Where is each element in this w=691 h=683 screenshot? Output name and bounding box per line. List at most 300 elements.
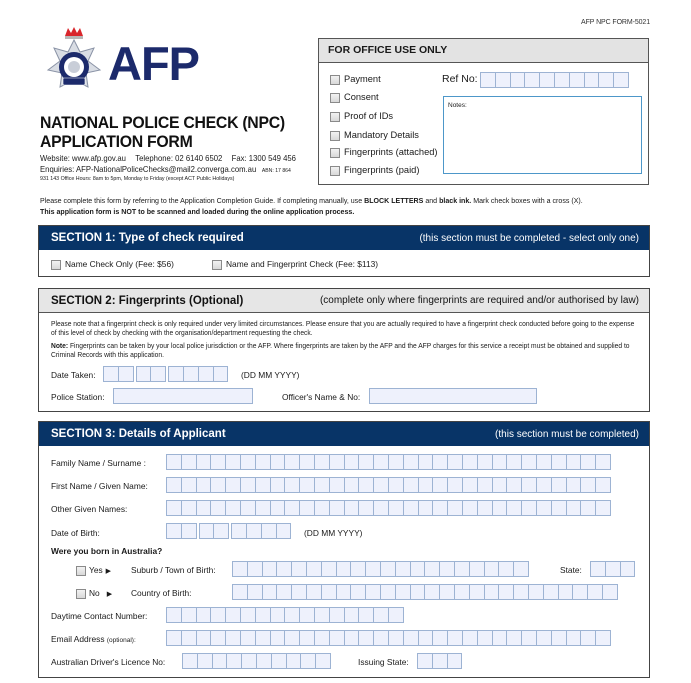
char-box[interactable] (350, 584, 366, 600)
char-box[interactable] (225, 607, 241, 623)
born-in-australia-question: Were you born in Australia? (51, 546, 163, 556)
born-yes-option[interactable]: Yes ▶ (76, 565, 111, 576)
char-box[interactable] (373, 454, 389, 470)
char-box[interactable] (506, 500, 522, 516)
char-box[interactable] (270, 454, 286, 470)
char-box[interactable] (299, 477, 315, 493)
char-box[interactable] (276, 584, 292, 600)
char-box[interactable] (210, 454, 226, 470)
char-box[interactable] (276, 561, 292, 577)
date-digit-box[interactable] (213, 523, 229, 539)
char-box[interactable] (299, 454, 315, 470)
website: Website: www.afp.gov.au (40, 153, 126, 163)
char-box[interactable] (388, 454, 404, 470)
char-box[interactable] (291, 584, 307, 600)
char-box[interactable] (226, 653, 242, 669)
section-3-note: (this section must be completed) (495, 428, 639, 440)
other-names-input[interactable] (166, 500, 611, 516)
date-digit-box[interactable] (168, 366, 184, 382)
char-box[interactable] (225, 630, 241, 646)
char-box[interactable] (558, 584, 574, 600)
first-name-label: First Name / Given Name: (51, 481, 148, 491)
char-box[interactable] (580, 454, 596, 470)
char-box[interactable] (321, 584, 337, 600)
char-box[interactable] (181, 607, 197, 623)
char-box[interactable] (329, 607, 345, 623)
char-box[interactable] (247, 561, 263, 577)
char-box[interactable] (424, 561, 440, 577)
char-box[interactable] (210, 477, 226, 493)
char-box[interactable] (329, 630, 345, 646)
char-box[interactable] (551, 477, 567, 493)
born-no-option[interactable]: No ▶ (76, 588, 112, 599)
checkbox-icon[interactable] (76, 589, 86, 599)
char-box[interactable] (462, 500, 478, 516)
char-box[interactable] (299, 500, 315, 516)
char-box[interactable] (477, 454, 493, 470)
char-box[interactable] (166, 500, 182, 516)
char-box[interactable] (166, 630, 182, 646)
char-box[interactable] (506, 477, 522, 493)
char-box[interactable] (551, 454, 567, 470)
char-box[interactable] (480, 72, 496, 88)
char-box[interactable] (506, 454, 522, 470)
contact-line-1 (40, 153, 305, 163)
char-box[interactable] (462, 454, 478, 470)
char-box[interactable] (240, 630, 256, 646)
char-box[interactable] (498, 584, 514, 600)
char-box[interactable] (181, 477, 197, 493)
family-name-input[interactable] (166, 454, 611, 470)
char-box[interactable] (314, 607, 330, 623)
char-box[interactable] (358, 500, 374, 516)
char-box[interactable] (543, 584, 559, 600)
char-box[interactable] (595, 500, 611, 516)
char-box[interactable] (584, 72, 600, 88)
char-box[interactable] (256, 653, 272, 669)
date-digit-box[interactable] (198, 366, 214, 382)
email-label: Email Address (optional): (51, 634, 136, 644)
char-box[interactable] (492, 500, 508, 516)
char-box[interactable] (336, 561, 352, 577)
char-box[interactable] (536, 630, 552, 646)
char-box[interactable] (314, 454, 330, 470)
char-box[interactable] (225, 454, 241, 470)
contact-line-2 (40, 164, 291, 174)
char-box[interactable] (232, 561, 248, 577)
office-use-title: FOR OFFICE USE ONLY (319, 39, 648, 63)
date-digit-box[interactable] (118, 366, 134, 382)
char-box[interactable] (358, 477, 374, 493)
char-box[interactable] (197, 653, 213, 669)
char-box[interactable] (395, 561, 411, 577)
checkbox-icon[interactable] (76, 566, 86, 576)
date-digit-box[interactable] (166, 523, 182, 539)
arrow-right-icon: ▶ (106, 591, 113, 598)
dob-input[interactable] (166, 523, 291, 539)
char-box[interactable] (484, 584, 500, 600)
char-box[interactable] (329, 454, 345, 470)
char-box[interactable] (454, 561, 470, 577)
office-check-fingerprints-attached[interactable]: Fingerprints (attached) (330, 147, 438, 158)
char-box[interactable] (418, 477, 434, 493)
char-box[interactable] (306, 584, 322, 600)
family-name-label: Family Name / Surname : (51, 458, 146, 468)
char-box[interactable] (551, 500, 567, 516)
office-check-mandatory-details[interactable]: Mandatory Details (330, 130, 419, 141)
contact-number-input[interactable] (166, 607, 404, 623)
char-box[interactable] (284, 630, 300, 646)
char-box[interactable] (240, 607, 256, 623)
char-box[interactable] (605, 561, 621, 577)
date-digit-box[interactable] (261, 523, 277, 539)
date-digit-box[interactable] (231, 523, 247, 539)
section-1-title: SECTION 1: Type of check required (51, 232, 244, 244)
date-digit-box[interactable] (103, 366, 119, 382)
char-box[interactable] (439, 584, 455, 600)
char-box[interactable] (566, 454, 582, 470)
char-box[interactable] (270, 477, 286, 493)
char-box[interactable] (255, 630, 271, 646)
char-box[interactable] (513, 561, 529, 577)
instructions-line-1: Please complete this form by referring to the Application Completion Guide. If completing manually, use BLOCK LETTERS and black ink. Mark check boxes with a cross (X). (40, 196, 583, 205)
char-box[interactable] (329, 500, 345, 516)
char-box[interactable] (388, 500, 404, 516)
office-check-consent[interactable]: Consent (330, 92, 379, 103)
char-box[interactable] (314, 630, 330, 646)
option-name-check[interactable]: Name Check Only (Fee: $56) (51, 259, 174, 270)
char-box[interactable] (262, 584, 278, 600)
char-box[interactable] (299, 607, 315, 623)
char-box[interactable] (432, 630, 448, 646)
section-2-note: (complete only where fingerprints are required and/or authorised by law) (319, 295, 639, 306)
char-box[interactable] (300, 653, 316, 669)
char-box[interactable] (344, 500, 360, 516)
char-box[interactable] (528, 584, 544, 600)
char-box[interactable] (454, 584, 470, 600)
char-box[interactable] (484, 561, 500, 577)
char-box[interactable] (418, 454, 434, 470)
issuing-state-input[interactable] (417, 653, 462, 669)
char-box[interactable] (212, 653, 228, 669)
char-box[interactable] (247, 584, 263, 600)
char-box[interactable] (196, 500, 212, 516)
date-digit-box[interactable] (136, 366, 152, 382)
checkbox-icon[interactable] (330, 75, 340, 85)
checkbox-icon[interactable] (330, 93, 340, 103)
char-box[interactable] (380, 561, 396, 577)
dob-label: Date of Birth: (51, 528, 100, 538)
section-2 (38, 288, 650, 412)
first-name-input[interactable] (166, 477, 611, 493)
char-box[interactable] (569, 72, 585, 88)
checkbox-icon[interactable] (330, 112, 340, 122)
char-box[interactable] (432, 477, 448, 493)
char-box[interactable] (240, 477, 256, 493)
char-box[interactable] (590, 561, 606, 577)
char-box[interactable] (166, 607, 182, 623)
form-title: NATIONAL POLICE CHECK (NPC) (40, 113, 285, 132)
char-box[interactable] (196, 454, 212, 470)
char-box[interactable] (306, 561, 322, 577)
char-box[interactable] (447, 477, 463, 493)
date-digit-box[interactable] (183, 366, 199, 382)
char-box[interactable] (595, 630, 611, 646)
char-box[interactable] (181, 630, 197, 646)
section-1-header (39, 226, 649, 250)
char-box[interactable] (358, 630, 374, 646)
section-1-note: (this section must be completed - select only one) (419, 232, 639, 244)
char-box[interactable] (580, 500, 596, 516)
char-box[interactable] (469, 561, 485, 577)
char-box[interactable] (602, 584, 618, 600)
char-box[interactable] (314, 477, 330, 493)
char-box[interactable] (410, 561, 426, 577)
char-box[interactable] (270, 607, 286, 623)
char-box[interactable] (166, 454, 182, 470)
char-box[interactable] (373, 630, 389, 646)
date-digit-box[interactable] (246, 523, 262, 539)
char-box[interactable] (240, 454, 256, 470)
char-box[interactable] (299, 630, 315, 646)
char-box[interactable] (373, 607, 389, 623)
char-box[interactable] (587, 584, 603, 600)
char-box[interactable] (498, 561, 514, 577)
char-box[interactable] (539, 72, 555, 88)
char-box[interactable] (613, 72, 629, 88)
crown-icon (65, 27, 83, 39)
checkbox-icon[interactable] (330, 148, 340, 158)
char-box[interactable] (572, 584, 588, 600)
char-box[interactable] (536, 454, 552, 470)
char-box[interactable] (424, 584, 440, 600)
char-box[interactable] (521, 454, 537, 470)
char-box[interactable] (492, 477, 508, 493)
char-box[interactable] (373, 500, 389, 516)
char-box[interactable] (492, 454, 508, 470)
char-box[interactable] (447, 653, 463, 669)
char-box[interactable] (344, 477, 360, 493)
char-box[interactable] (321, 561, 337, 577)
officer-input[interactable] (369, 388, 537, 404)
char-box[interactable] (620, 561, 636, 577)
date-digit-box[interactable] (213, 366, 229, 382)
char-box[interactable] (536, 500, 552, 516)
char-box[interactable] (477, 500, 493, 516)
office-check-payment[interactable]: Payment (330, 74, 381, 85)
char-box[interactable] (395, 584, 411, 600)
char-box[interactable] (240, 500, 256, 516)
char-box[interactable] (181, 500, 197, 516)
state-input[interactable] (590, 561, 635, 577)
char-box[interactable] (410, 584, 426, 600)
char-box[interactable] (329, 477, 345, 493)
char-box[interactable] (439, 561, 455, 577)
char-box[interactable] (181, 454, 197, 470)
notes-field[interactable] (443, 96, 642, 174)
char-box[interactable] (551, 630, 567, 646)
char-box[interactable] (477, 630, 493, 646)
suburb-label: Suburb / Town of Birth: (131, 565, 216, 575)
char-box[interactable] (210, 630, 226, 646)
char-box[interactable] (566, 500, 582, 516)
char-box[interactable] (469, 584, 485, 600)
char-box[interactable] (403, 500, 419, 516)
arrow-right-icon: ▶ (105, 568, 112, 575)
char-box[interactable] (166, 477, 182, 493)
afp-logo-text: AFP (108, 37, 199, 90)
officer-label: Officer's Name & No: (282, 392, 361, 402)
telephone: Telephone: 02 6140 6502 (135, 153, 223, 163)
char-box[interactable] (506, 630, 522, 646)
char-box[interactable] (447, 630, 463, 646)
char-box[interactable] (580, 630, 596, 646)
option-name-fingerprint-check[interactable]: Name and Fingerprint Check (Fee: $113) (212, 259, 378, 270)
checkbox-icon[interactable] (330, 131, 340, 141)
date-taken-input[interactable] (103, 366, 228, 382)
char-box[interactable] (210, 500, 226, 516)
dob-format: (DD MM YYYY) (304, 528, 363, 538)
section-3-title: SECTION 3: Details of Applicant (51, 428, 226, 440)
char-box[interactable] (524, 72, 540, 88)
char-box[interactable] (284, 477, 300, 493)
char-box[interactable] (380, 584, 396, 600)
char-box[interactable] (232, 584, 248, 600)
char-box[interactable] (495, 72, 511, 88)
checkbox-icon[interactable] (330, 166, 340, 176)
section-2-title: SECTION 2: Fingerprints (Optional) (51, 294, 244, 307)
char-box[interactable] (291, 561, 307, 577)
char-box[interactable] (477, 477, 493, 493)
char-box[interactable] (358, 607, 374, 623)
char-box[interactable] (373, 477, 389, 493)
email-input[interactable] (166, 630, 611, 646)
date-digit-box[interactable] (150, 366, 166, 382)
char-box[interactable] (255, 607, 271, 623)
char-box[interactable] (196, 477, 212, 493)
char-box[interactable] (315, 653, 331, 669)
char-box[interactable] (314, 500, 330, 516)
char-box[interactable] (262, 561, 278, 577)
date-digit-box[interactable] (276, 523, 292, 539)
char-box[interactable] (462, 477, 478, 493)
char-box[interactable] (595, 477, 611, 493)
char-box[interactable] (344, 607, 360, 623)
char-box[interactable] (566, 630, 582, 646)
char-box[interactable] (350, 561, 366, 577)
char-box[interactable] (447, 454, 463, 470)
char-box[interactable] (271, 653, 287, 669)
char-box[interactable] (432, 500, 448, 516)
char-box[interactable] (418, 630, 434, 646)
section-1 (38, 225, 650, 277)
char-box[interactable] (403, 477, 419, 493)
ref-no-input[interactable] (480, 72, 629, 88)
checkbox-icon[interactable] (212, 260, 222, 270)
ref-no-label: Ref No: (442, 73, 478, 85)
form-subtitle: APPLICATION FORM (40, 132, 193, 151)
char-box[interactable] (344, 630, 360, 646)
char-box[interactable] (365, 561, 381, 577)
char-box[interactable] (432, 653, 448, 669)
char-box[interactable] (225, 477, 241, 493)
char-box[interactable] (284, 500, 300, 516)
police-station-label: Police Station: (51, 392, 105, 402)
issuing-state-label: Issuing State: (358, 657, 409, 667)
char-box[interactable] (403, 454, 419, 470)
office-check-proof-of-ids[interactable]: Proof of IDs (330, 111, 393, 122)
char-box[interactable] (510, 72, 526, 88)
char-box[interactable] (580, 477, 596, 493)
char-box[interactable] (255, 454, 271, 470)
char-box[interactable] (462, 630, 478, 646)
char-box[interactable] (255, 477, 271, 493)
char-box[interactable] (521, 477, 537, 493)
char-box[interactable] (196, 630, 212, 646)
char-box[interactable] (358, 454, 374, 470)
state-label: State: (560, 565, 582, 575)
police-station-input[interactable] (113, 388, 253, 404)
char-box[interactable] (284, 454, 300, 470)
char-box[interactable] (432, 454, 448, 470)
char-box[interactable] (513, 584, 529, 600)
char-box[interactable] (182, 653, 198, 669)
char-box[interactable] (270, 500, 286, 516)
char-box[interactable] (447, 500, 463, 516)
char-box[interactable] (225, 500, 241, 516)
char-box[interactable] (388, 630, 404, 646)
char-box[interactable] (241, 653, 257, 669)
date-taken-format: (DD MM YYYY) (241, 370, 300, 380)
char-box[interactable] (492, 630, 508, 646)
date-taken-label: Date Taken: (51, 370, 96, 380)
char-box[interactable] (536, 477, 552, 493)
char-box[interactable] (344, 454, 360, 470)
char-box[interactable] (417, 653, 433, 669)
char-box[interactable] (554, 72, 570, 88)
char-box[interactable] (388, 477, 404, 493)
other-names-label: Other Given Names: (51, 504, 128, 514)
date-digit-box[interactable] (181, 523, 197, 539)
char-box[interactable] (521, 630, 537, 646)
char-box[interactable] (365, 584, 381, 600)
char-box[interactable] (286, 653, 302, 669)
char-box[interactable] (284, 607, 300, 623)
char-box[interactable] (403, 630, 419, 646)
char-box[interactable] (598, 72, 614, 88)
checkbox-icon[interactable] (51, 260, 61, 270)
suburb-input[interactable] (232, 561, 529, 577)
char-box[interactable] (336, 584, 352, 600)
char-box[interactable] (388, 607, 404, 623)
country-input[interactable] (232, 584, 618, 600)
date-digit-box[interactable] (199, 523, 215, 539)
section-2-header (39, 289, 649, 313)
char-box[interactable] (210, 607, 226, 623)
char-box[interactable] (418, 500, 434, 516)
char-box[interactable] (566, 477, 582, 493)
char-box[interactable] (521, 500, 537, 516)
office-check-fingerprints-paid[interactable]: Fingerprints (paid) (330, 165, 419, 176)
licence-input[interactable] (182, 653, 331, 669)
char-box[interactable] (196, 607, 212, 623)
office-use-panel (318, 38, 649, 185)
char-box[interactable] (270, 630, 286, 646)
star-badge-icon (48, 40, 100, 87)
char-box[interactable] (595, 454, 611, 470)
fingerprint-info: Please note that a fingerprint check is only required under very limited circumstances. Please ensure that you are actually required to have a fingerprint check conducted before going to the expense of this level of check by checking with the organisation/department requesting the check. (51, 319, 635, 337)
char-box[interactable] (255, 500, 271, 516)
